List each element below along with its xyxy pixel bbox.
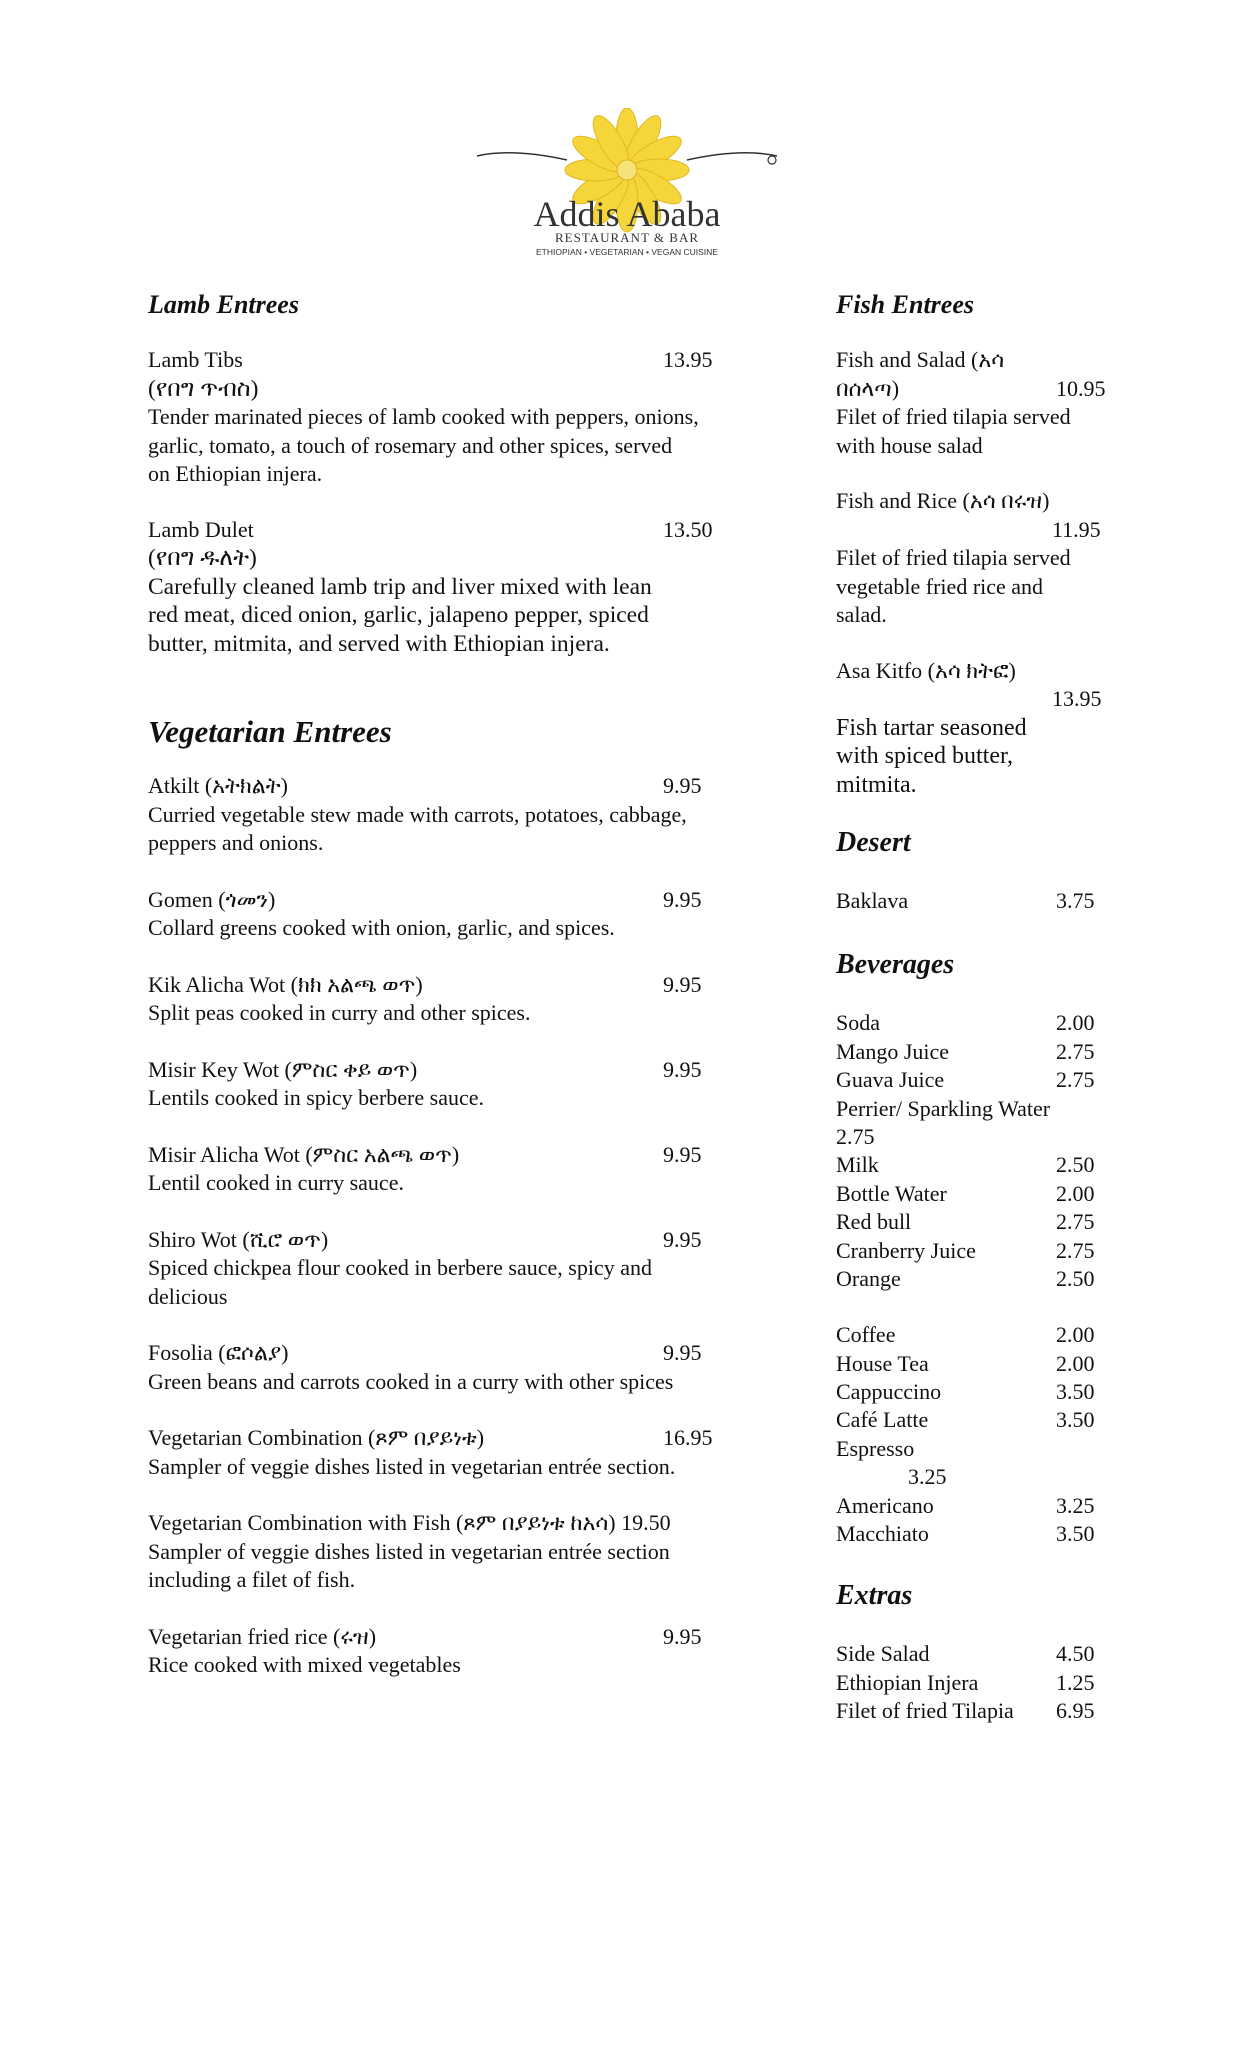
item-desc: Sampler of veggie dishes listed in vegetarian entrée section. <box>148 1453 676 1479</box>
item-name: Misir Alicha Wot (ምስር አልጫ ወጥ) <box>148 1141 460 1167</box>
item-price: 9.95 <box>663 1623 702 1649</box>
item-price: 13.95 <box>1052 686 1102 711</box>
menu-item <box>836 1378 1126 1406</box>
menu-item <box>836 1463 1126 1491</box>
item-name: Gomen (ጎመን) <box>148 886 276 912</box>
desert-heading: Desert <box>836 827 911 858</box>
menu-item <box>148 1424 768 1481</box>
menu-item <box>148 516 768 659</box>
menu-item <box>148 1623 768 1680</box>
item-name: Bottle Water <box>836 1180 947 1206</box>
item-name: Cranberry Juice <box>836 1237 976 1263</box>
item-desc: Split peas cooked in curry and other spices. <box>148 1000 531 1025</box>
flower-logo-icon <box>472 108 782 258</box>
item-price: 9.95 <box>663 1056 702 1082</box>
item-price: 3.50 <box>1056 1379 1095 1405</box>
item-name: Fish and Salad (አሳ <box>836 347 1005 372</box>
item-name: Guava Juice <box>836 1067 945 1093</box>
menu-item <box>148 1339 768 1396</box>
item-desc: Lentil cooked in curry sauce. <box>148 1170 404 1195</box>
menu-item <box>836 1265 1126 1293</box>
menu-item <box>836 887 1126 915</box>
menu-item <box>836 1406 1126 1434</box>
menu-item <box>836 1237 1126 1265</box>
item-name-cont: በሰላጣ) <box>836 375 900 401</box>
item-name: Kik Alicha Wot (ክክ አልጫ ወጥ) <box>148 971 423 997</box>
item-price: 2.00 <box>1056 1010 1095 1036</box>
item-desc: Spiced chickpea flour cooked in berbere sauce, spicy and <box>148 1255 652 1280</box>
item-desc: Lentils cooked in spicy berbere sauce. <box>148 1085 484 1110</box>
menu-item <box>836 1321 1126 1349</box>
menu-item <box>836 1066 1126 1094</box>
item-name: 2.75 <box>836 1123 875 1149</box>
item-name: Orange <box>836 1265 901 1291</box>
item-price: 9.95 <box>663 971 702 997</box>
item-price: 3.50 <box>1056 1407 1095 1433</box>
menu-item <box>836 487 1126 630</box>
item-name: Soda <box>836 1010 880 1036</box>
item-name: Fosolia (ፎሶልያ) <box>148 1340 289 1365</box>
svg-text:RESTAURANT & BAR: RESTAURANT & BAR <box>554 230 700 245</box>
item-name: Side Salad <box>836 1641 930 1667</box>
svg-text:ETHIOPIAN • VEGETARIAN • VEGAN: ETHIOPIAN • VEGETARIAN • VEGAN CUISINE <box>536 247 718 257</box>
beverages-heading: Beverages <box>836 949 955 981</box>
item-price: 16.95 <box>663 1425 713 1450</box>
item-desc: salad. <box>836 602 887 627</box>
item-desc: peppers and onions. <box>148 830 324 855</box>
item-name: Baklava <box>836 888 909 913</box>
menu-item <box>836 346 1126 460</box>
item-name: Asa Kitfo (አሳ ክትፎ) <box>836 657 1016 683</box>
item-name: Vegetarian Combination with Fish (ጾም በያይነቱ ከአሳ) 19.50 <box>148 1510 671 1535</box>
item-price: 9.95 <box>663 1226 702 1252</box>
item-price: 2.75 <box>1056 1067 1095 1093</box>
menu-item <box>148 1056 768 1113</box>
right-column <box>836 290 1126 1726</box>
menu-item <box>836 1669 1126 1697</box>
menu-item <box>836 1435 1126 1463</box>
menu-item <box>836 1038 1126 1066</box>
menu-item <box>148 1226 768 1312</box>
item-name: Misir Key Wot (ምስር ቀይ ወጥ) <box>148 1056 418 1082</box>
vegetarian-list <box>148 750 768 1680</box>
item-name: Vegetarian Combination (ጾም በያይነቱ) <box>148 1425 485 1450</box>
item-name: Fish and Rice (አሳ በሩዝ) <box>836 488 1050 513</box>
item-name: Perrier/ Sparkling Water <box>836 1095 1051 1121</box>
item-name: Vegetarian fried rice (ሩዝ) <box>148 1623 377 1649</box>
item-desc: Curried vegetable stew made with carrots, potatoes, cabbage, <box>148 801 687 827</box>
fish-entrees-heading: Fish Entrees <box>836 290 974 319</box>
extras-heading: Extras <box>836 1580 913 1612</box>
item-desc: Filet of fried tilapia served <box>836 545 1071 570</box>
item-desc: Tender marinated pieces of lamb cooked with peppers, onions, garlic, tomato, a touch of rosemary and other spices, served on Ethiopian injera. <box>148 404 699 486</box>
item-price: 10.95 <box>1056 375 1106 401</box>
item-name: Milk <box>836 1152 879 1178</box>
item-price: 2.75 <box>1056 1038 1095 1064</box>
menu-item <box>836 1180 1126 1208</box>
menu-item <box>148 886 768 943</box>
item-price: 2.00 <box>1056 1350 1095 1376</box>
item-price: 2.00 <box>1056 1322 1095 1348</box>
svg-text:Addis Ababa: Addis Ababa <box>533 194 721 234</box>
beverage-list <box>836 1009 1126 1293</box>
menu-item <box>836 1520 1126 1548</box>
menu-item <box>836 1095 1126 1123</box>
item-name: Red bull <box>836 1209 912 1235</box>
hot-beverage-list <box>836 1321 1126 1548</box>
item-name: Café Latte <box>836 1407 929 1433</box>
menu-item <box>836 1697 1126 1725</box>
item-price: 9.95 <box>663 1141 702 1167</box>
item-price: 9.95 <box>663 1340 702 1365</box>
menu-item <box>148 971 768 1028</box>
item-desc: mitmita. <box>836 771 917 798</box>
item-price: 2.00 <box>1056 1180 1095 1206</box>
menu-item <box>836 1123 1126 1151</box>
item-name: Macchiato <box>836 1521 929 1547</box>
menu-item <box>148 1509 768 1595</box>
item-price: 1.25 <box>1056 1669 1095 1695</box>
item-price: 4.50 <box>1056 1641 1095 1667</box>
item-price: 13.50 <box>663 516 713 542</box>
item-desc: Rice cooked with mixed vegetables <box>148 1652 461 1677</box>
item-price: 11.95 <box>1052 516 1101 542</box>
item-desc: with house salad <box>836 432 983 458</box>
menu-item <box>836 1009 1126 1037</box>
menu-item <box>836 1208 1126 1236</box>
item-name: Cappuccino <box>836 1379 942 1405</box>
item-price: 9.95 <box>663 886 702 912</box>
item-name: House Tea <box>836 1350 929 1376</box>
item-name: Lamb Dulet <box>148 516 254 542</box>
item-price: 2.50 <box>1056 1152 1095 1178</box>
item-price: 2.75 <box>1056 1237 1095 1263</box>
item-name: Atkilt (አትክልት) <box>148 773 288 798</box>
restaurant-logo <box>472 108 782 258</box>
menu-item <box>148 1141 768 1198</box>
item-name: Americano <box>836 1492 934 1518</box>
item-name: Shiro Wot (ሺሮ ወጥ) <box>148 1226 329 1252</box>
item-name: Coffee <box>836 1322 896 1348</box>
item-price: 3.75 <box>1056 888 1095 913</box>
item-desc: including a filet of fish. <box>148 1567 356 1592</box>
menu-item <box>836 1492 1126 1520</box>
item-price: 2.75 <box>1056 1209 1095 1235</box>
item-amharic: (የበግ ዱለት) <box>148 545 257 571</box>
item-price: 3.25 <box>1056 1492 1095 1518</box>
item-price: 6.95 <box>1056 1698 1095 1724</box>
item-desc: Green beans and carrots cooked in a curry with other spices <box>148 1368 674 1394</box>
item-price: 3.50 <box>1056 1521 1095 1547</box>
item-name: Ethiopian Injera <box>836 1669 979 1695</box>
menu-item <box>836 1151 1126 1179</box>
menu-item <box>148 772 768 858</box>
lamb-entrees-heading: Lamb Entrees <box>148 290 299 319</box>
item-price: 9.95 <box>663 773 702 798</box>
item-name: Lamb Tibs <box>148 347 243 372</box>
item-desc: delicious <box>148 1283 228 1309</box>
menu-item <box>836 1350 1126 1378</box>
item-desc: Collard greens cooked with onion, garlic, and spices. <box>148 915 615 940</box>
item-price: 13.95 <box>663 347 713 372</box>
item-desc: Fish tartar seasoned <box>836 714 1027 741</box>
item-name: 3.25 <box>908 1464 947 1490</box>
item-desc: with spiced butter, <box>836 743 1013 769</box>
item-name: Espresso <box>836 1435 915 1461</box>
menu-item <box>836 657 1126 800</box>
item-name: Filet of fried Tilapia <box>836 1698 1014 1724</box>
vegetarian-entrees-heading: Vegetarian Entrees <box>148 714 392 749</box>
extras-list <box>836 1640 1126 1725</box>
menu-item <box>836 1640 1126 1668</box>
item-desc: vegetable fried rice and <box>836 573 1044 599</box>
item-price: 2.50 <box>1056 1265 1095 1291</box>
item-desc: Carefully cleaned lamb trip and liver mixed with lean red meat, diced onion, garlic, jalapeno pepper, spiced butter, mitmita, and served with Ethiopian injera. <box>148 573 652 657</box>
item-desc: Filet of fried tilapia served <box>836 404 1071 429</box>
item-desc: Sampler of veggie dishes listed in vegetarian entrée section <box>148 1538 670 1564</box>
item-name: Mango Juice <box>836 1038 950 1064</box>
item-amharic: (የበግ ጥብስ) <box>148 375 259 402</box>
menu-item <box>148 346 768 489</box>
left-column <box>148 290 768 1680</box>
